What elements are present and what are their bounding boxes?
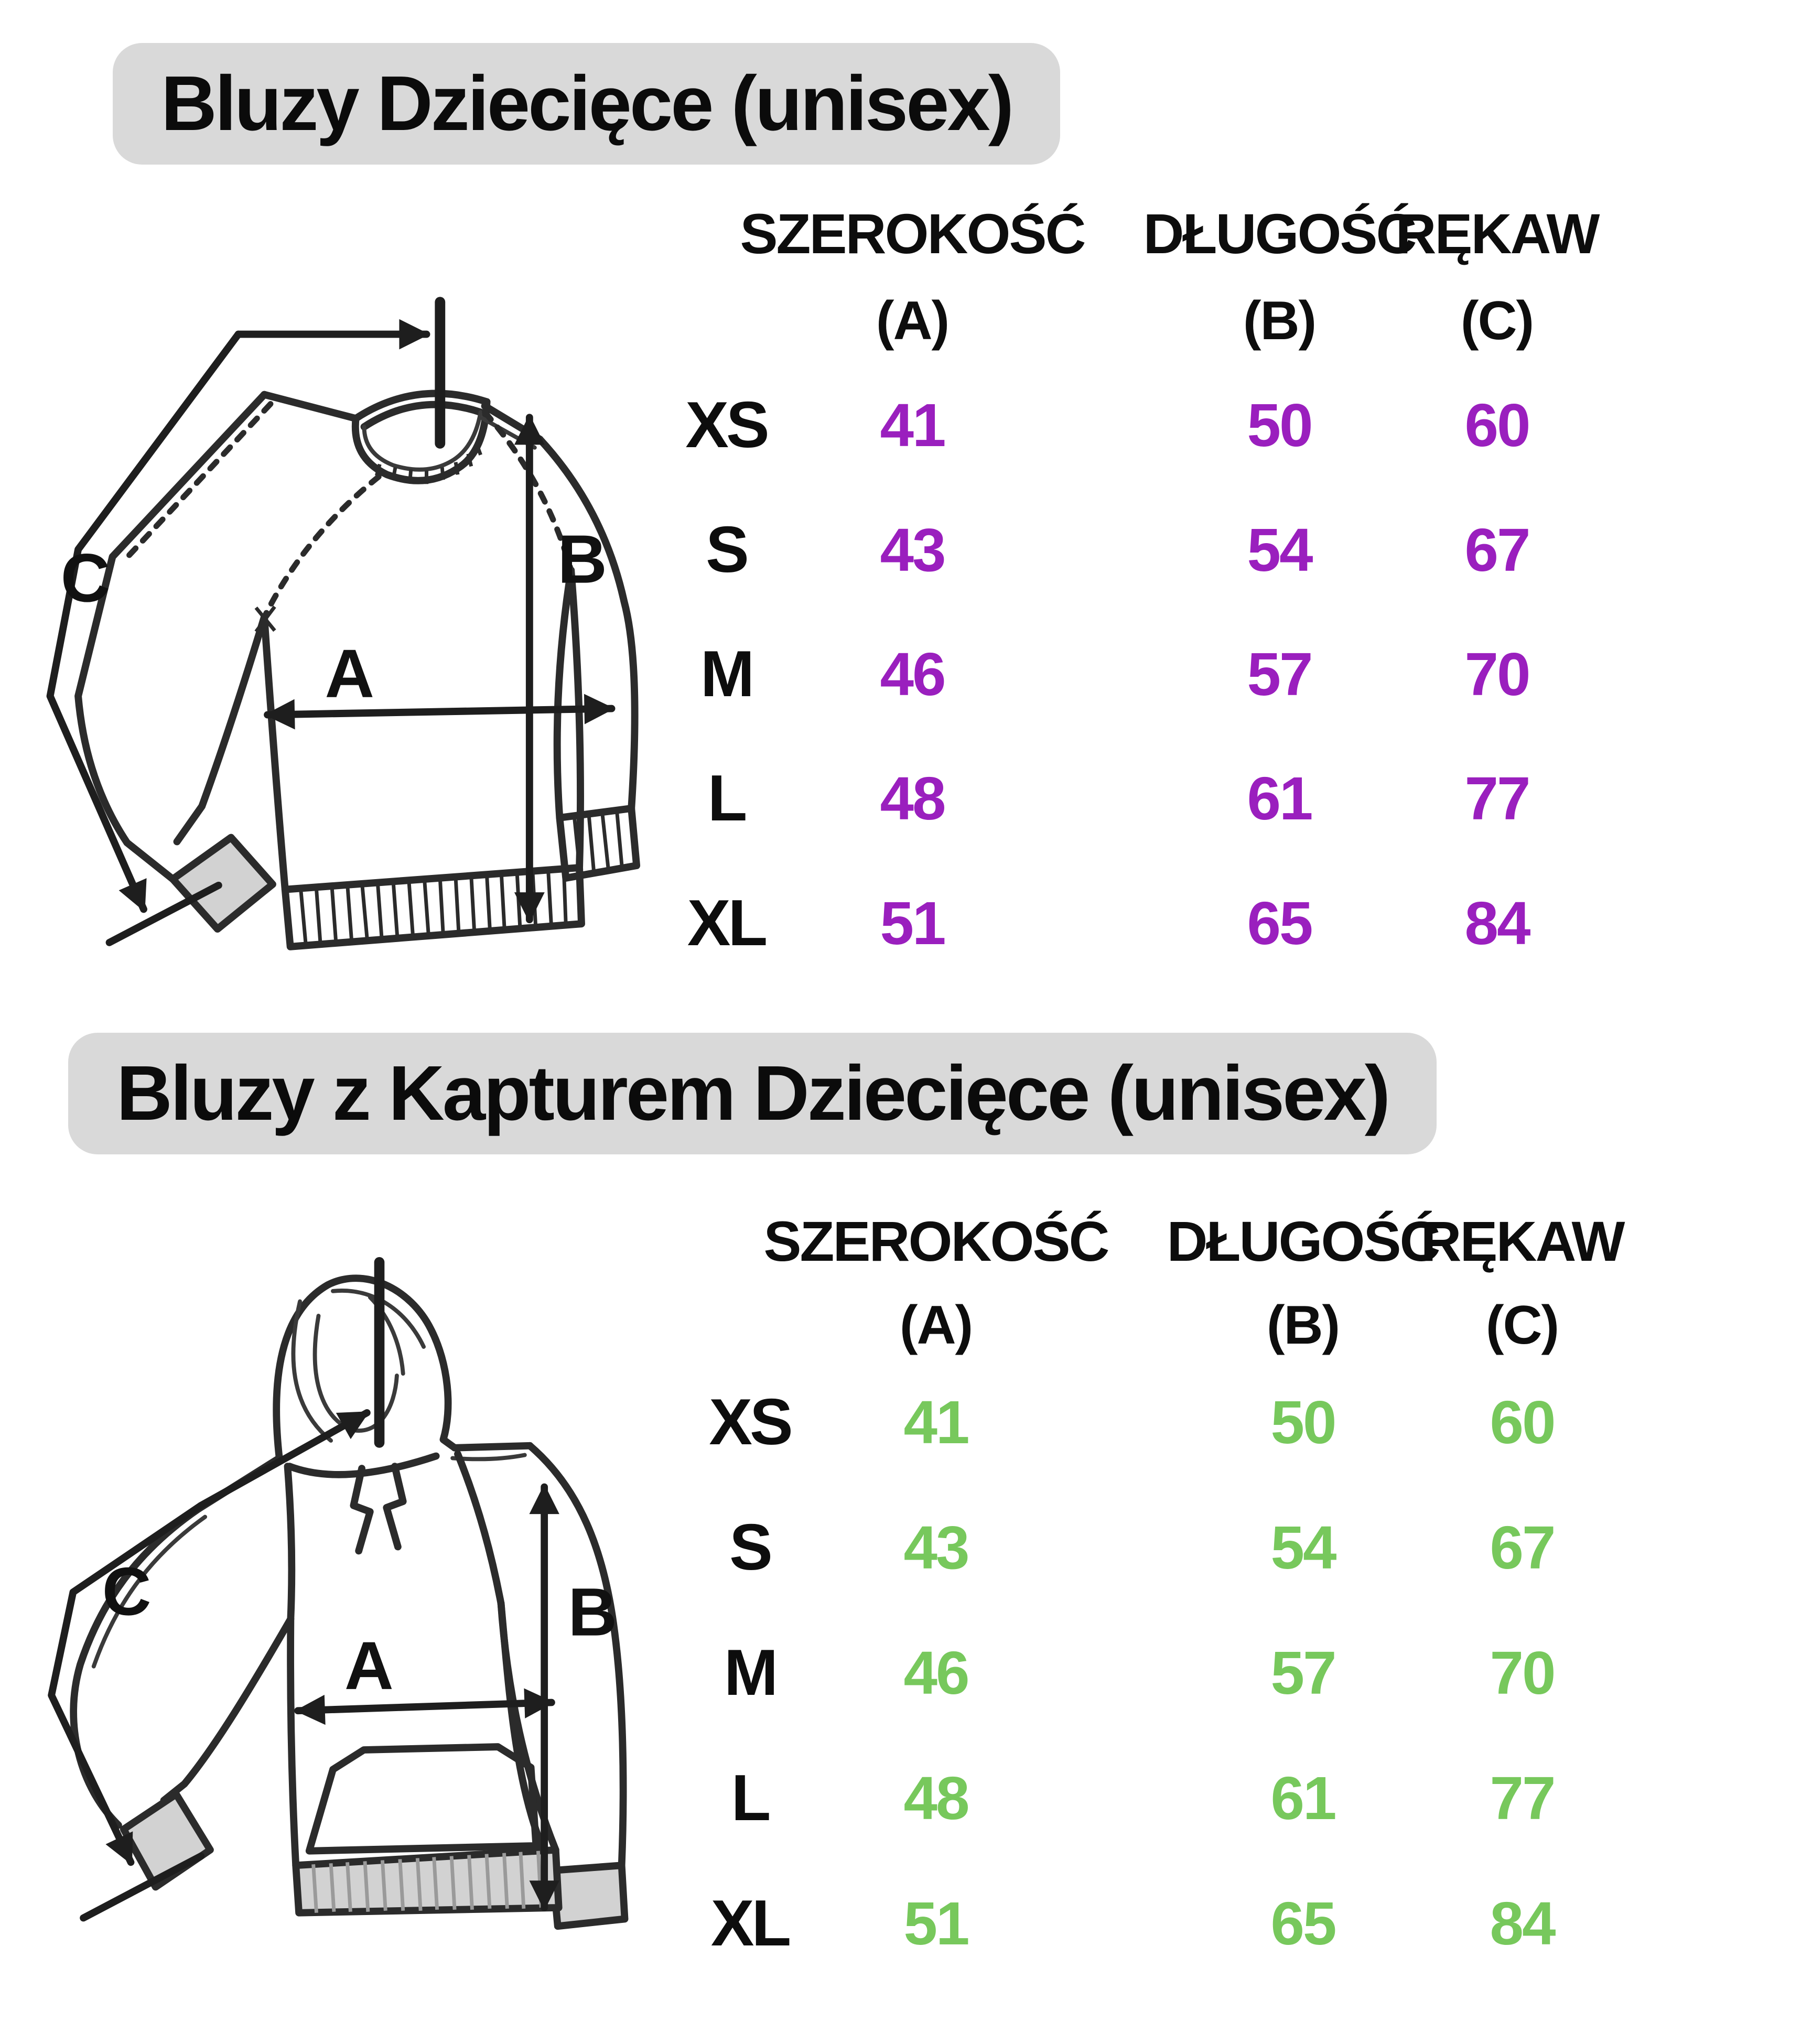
label-b: B [557, 521, 607, 598]
size-label: L [731, 1762, 769, 1834]
value-length: 65 [1247, 889, 1312, 957]
column-subheader-b: (B) [1243, 290, 1316, 351]
value-sleeve: 70 [1490, 1639, 1555, 1707]
column-header-width: SZEROKOŚĆ [763, 1209, 1108, 1273]
value-sleeve: 70 [1464, 640, 1529, 708]
shoulder-to-hood-arrow [201, 1413, 367, 1506]
value-width: 46 [903, 1639, 968, 1707]
value-sleeve: 60 [1464, 391, 1529, 459]
value-width: 43 [880, 516, 945, 584]
column-header-length: DŁUGOŚĆ [1143, 202, 1416, 265]
size-label: XL [687, 887, 765, 959]
value-length: 57 [1270, 1639, 1335, 1707]
column-header-width: SZEROKOŚĆ [740, 202, 1085, 265]
size-label: L [707, 762, 745, 835]
label-c: C [60, 539, 111, 617]
value-width: 48 [903, 1764, 968, 1832]
value-length: 65 [1270, 1889, 1335, 1958]
size-label: M [724, 1637, 776, 1709]
size-label: S [729, 1511, 770, 1584]
size-label: S [706, 514, 747, 586]
label-a: A [325, 635, 374, 712]
label-b: B [568, 1573, 618, 1650]
value-width: 48 [880, 764, 945, 832]
value-sleeve: 60 [1490, 1388, 1555, 1456]
column-header-sleeve: RĘKAW [1395, 202, 1599, 265]
value-width: 51 [880, 889, 945, 957]
value-length: 50 [1270, 1388, 1335, 1456]
value-width: 41 [880, 391, 945, 459]
value-width: 41 [903, 1388, 968, 1456]
column-subheader-a: (A) [899, 1295, 973, 1356]
value-sleeve: 84 [1490, 1889, 1555, 1958]
value-length: 54 [1270, 1513, 1335, 1582]
value-length: 50 [1247, 391, 1312, 459]
section-title: Bluzy Dziecięce (unisex) [113, 43, 1060, 165]
value-width: 51 [903, 1889, 968, 1958]
column-header-length: DŁUGOŚĆ [1167, 1209, 1439, 1273]
hoodie-diagram [24, 1252, 642, 1967]
size-label: XS [709, 1386, 791, 1458]
column-subheader-b: (B) [1266, 1295, 1340, 1356]
value-sleeve: 67 [1490, 1513, 1555, 1582]
size-label: M [700, 638, 752, 710]
column-subheader-c: (C) [1460, 290, 1534, 351]
size-label: XS [685, 389, 767, 461]
value-length: 57 [1247, 640, 1312, 708]
value-width: 43 [903, 1513, 968, 1582]
column-subheader-a: (A) [876, 290, 949, 351]
section-title: Bluzy z Kapturem Dziecięce (unisex) [68, 1033, 1437, 1154]
value-sleeve: 67 [1464, 516, 1529, 584]
label-a: A [344, 1627, 394, 1704]
value-length: 61 [1270, 1764, 1335, 1832]
value-length: 54 [1247, 516, 1312, 584]
value-width: 46 [880, 640, 945, 708]
size-label: XL [710, 1887, 789, 1960]
value-sleeve: 77 [1464, 764, 1529, 832]
value-sleeve: 77 [1490, 1764, 1555, 1832]
value-sleeve: 84 [1464, 889, 1529, 957]
column-subheader-c: (C) [1485, 1295, 1559, 1356]
column-header-sleeve: RĘKAW [1420, 1209, 1624, 1273]
kangaroo-pocket [309, 1747, 536, 1851]
label-c: C [102, 1553, 152, 1630]
value-length: 61 [1247, 764, 1312, 832]
drawstrings [353, 1466, 403, 1551]
